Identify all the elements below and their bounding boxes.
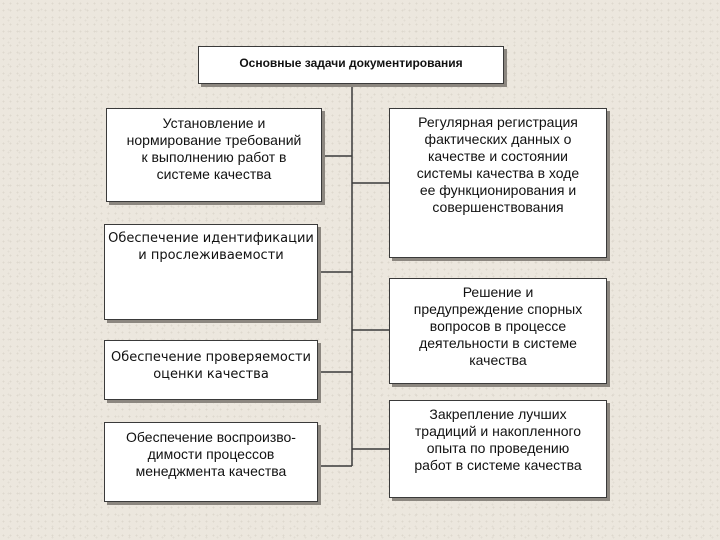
task-box-dispute-resolution: Решение и предупреждение спорных вопросов в процессе деятельности в системе качества xyxy=(389,278,607,384)
task-box-identification: Обеспечение идентификации и прослеживаемости xyxy=(104,224,318,320)
task-box-requirements: Установление и нормирование требований к выполнению работ в системе качества xyxy=(106,108,322,202)
task-box-verifiability: Обеспечение проверяемости оценки качества xyxy=(104,340,318,400)
task-box-registration: Регулярная регистрация фактических данных о качестве и состоянии системы качества в ходе ее функционирования и совершенствования xyxy=(389,108,607,258)
diagram-title: Основные задачи документирования xyxy=(198,46,504,84)
task-box-best-practices: Закрепление лучших традиций и накопленного опыта по проведению работ в системе качества xyxy=(389,400,607,498)
task-box-reproducibility: Обеспечение воспроизво- димости процессов менеджмента качества xyxy=(104,422,318,502)
